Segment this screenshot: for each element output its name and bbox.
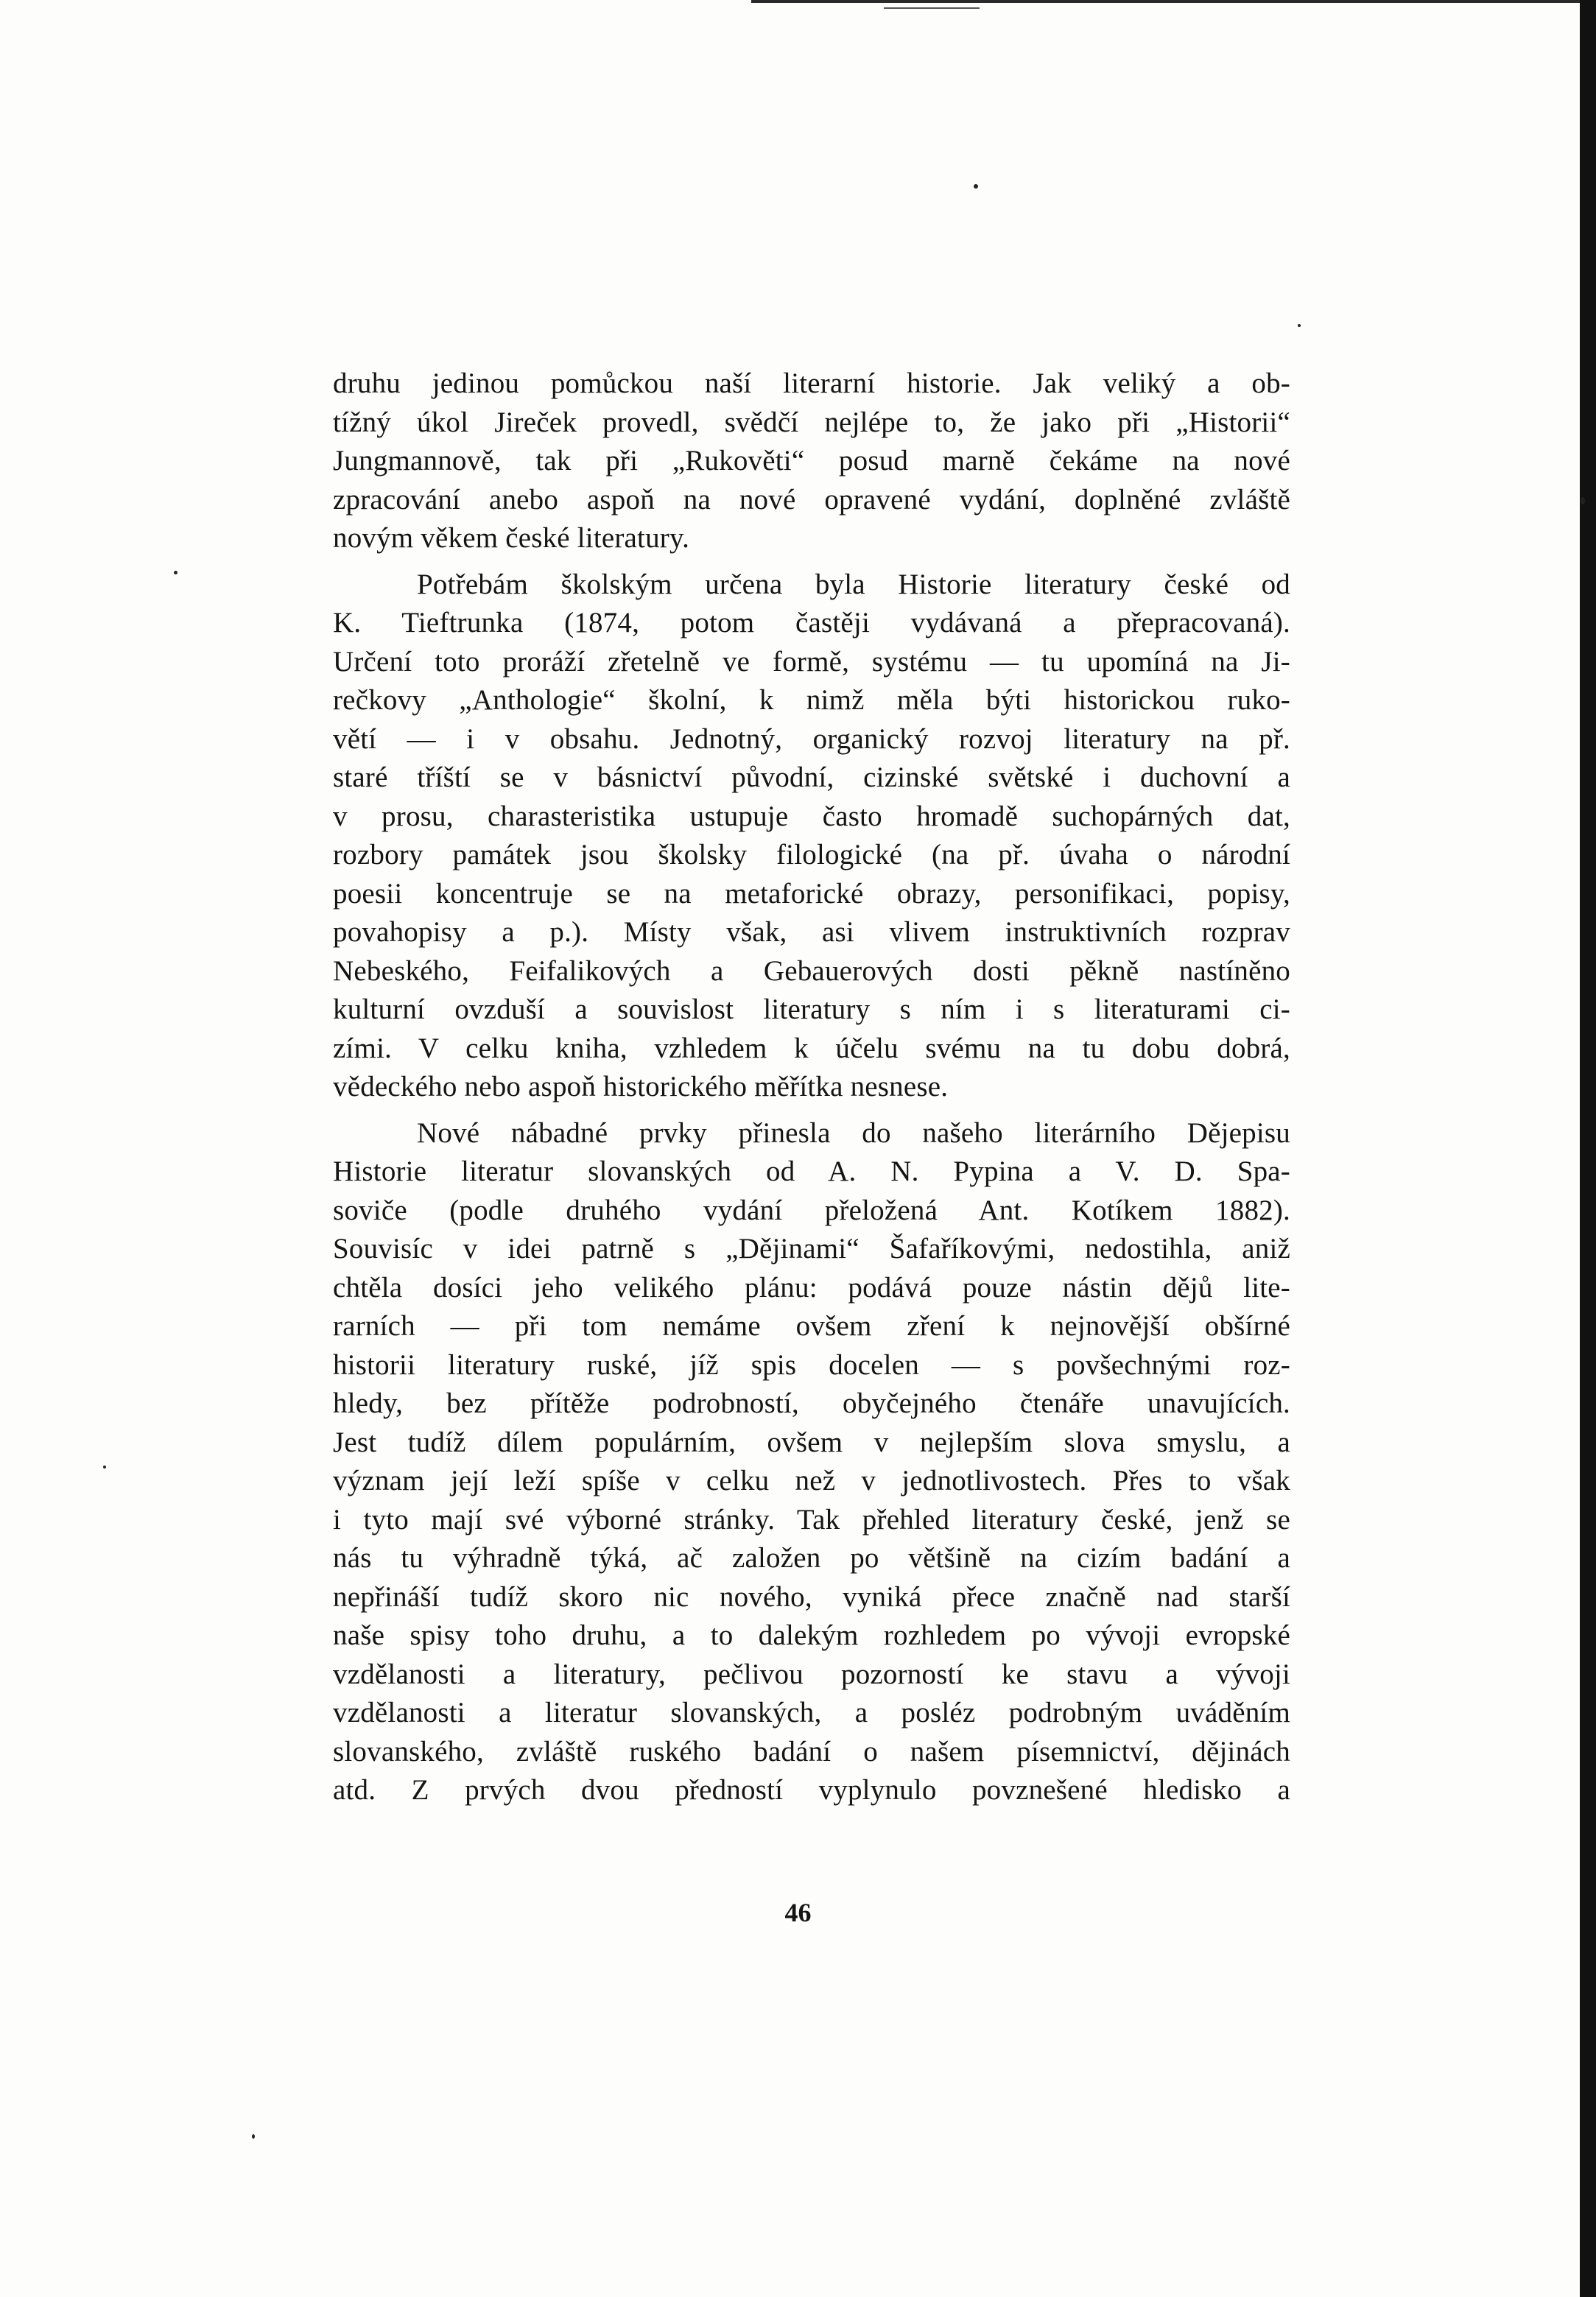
text-line: vzdělanosti a literatury, pečlivou pozorností ke stavu a vývoji [333,1658,1290,1690]
text-line: poesii koncentruje se na metaforické obrazy, personifikaci, popisy, [333,877,1290,910]
text-line: kulturní ovzduší a souvislost literatury s ním i s literaturami ci- [333,993,1290,1025]
text-line: v prosu, charasteristika ustupuje často hromadě suchopárných dat, [333,800,1290,832]
text-line: Souvisíc v idei patrně s „Dějinami“ Šafaříkovými, nedostihla, aniž [333,1233,1290,1264]
text-line: zími. V celku kniha, vzhledem k účelu svému na tu dobu dobrá, [333,1032,1290,1064]
text-line: Historie literatur slovanských od A. N. Pypina a V. D. Spa- [333,1155,1290,1187]
paragraph-gap [333,1107,1290,1114]
text-line: slovanského, zvláště ruského badání o našem písemnictví, dějinách [333,1735,1290,1767]
scan-edge-top-thin [884,7,980,9]
scan-edge-nick [1583,81,1593,97]
text-line: druhu jedinou pomůckou naší literarní historie. Jak veliký a ob- [333,367,1290,399]
scan-speck [252,2134,255,2139]
text-line: Potřebám školským určena byla Historie literatury české od [417,568,1290,600]
text-line: staré tříští se v básnictví původní, cizinské světské i duchovní a [333,761,1290,793]
text-line: rarních — při tom nemáme ovšem zření k nejnovější obšírné [333,1310,1290,1342]
scan-speck [174,571,177,574]
scan-edge-top [751,0,1596,3]
text-line: větí — i v obsahu. Jednotný, organický rozvoj literatury na př. [333,722,1290,755]
text-line: zpracování anebo aspoň na nové opravené vydání, doplněné zvláště [333,483,1290,516]
scan-speck [103,1466,106,1468]
text-line: Jest tudíž dílem populárním, ovšem v nejlepším slova smyslu, a [333,1426,1290,1458]
text-line: Nové nábadné prvky přinesla do našeho literárního Dějepisu [417,1116,1290,1149]
text-line: chtěla dosíci jeho velikého plánu: podává pouze nástin dějů lite- [333,1271,1290,1304]
text-line: nás tu výhradně týká, ač založen po většině na cizím badání a [333,1542,1290,1574]
text-line: atd. Z prvých dvou předností vyplynulo povznešené hledisko a [333,1774,1290,1806]
paragraph-gap [333,558,1290,566]
page-number: 46 [784,1898,812,1927]
text-line: význam její leží spíše v celku než v jednotlivostech. Přes to však [333,1465,1290,1496]
text-line: novým věkem české literatury. [333,522,690,554]
text-line: hledy, bez přítěže podrobností, obyčejného čtenáře unavujících. [333,1387,1290,1419]
text-line: i tyto mají své výborné stránky. Tak přehled literatury české, jenž se [333,1503,1290,1536]
text-line: historii literatury ruské, jíž spis docelen — s povšechnými roz- [333,1348,1290,1381]
text-line: vědeckého nebo aspoň historického měřítka nesnese. [333,1071,949,1102]
scan-speck [1298,324,1301,327]
text-line: K. Tieftrunka (1874, potom častěji vydávaná a přepracovaná). [333,607,1290,639]
text-line: povahopisy a p.). Místy však, asi vlivem instruktivních rozprav [333,916,1290,948]
scan-edge-right [1580,0,1596,2297]
text-line: Určení toto proráží zřetelně ve formě, systému — tu upomíná na Ji- [333,645,1290,678]
text-line: nepřináší tudíž skoro nic nového, vyniká přece značně nad starší [333,1580,1290,1613]
text-line: naše spisy toho druhu, a to dalekým rozhledem po vývoji evropské [333,1619,1290,1651]
text-line: rozbory památek jsou školsky filologické (na př. úvaha o národní [333,839,1290,870]
text-line: tížný úkol Jireček provedl, svědčí nejlépe to, že jako při „Historii“ [333,406,1290,438]
text-line: Jungmannově, tak při „Rukověti“ posud marně čekáme na nové [333,445,1290,476]
scan-speck [974,184,978,189]
text-line: Nebeského, Feifalikových a Gebauerových dosti pěkně nastíněno [333,954,1290,987]
text-line: vzdělanosti a literatur slovanských, a posléz podrobným uváděním [333,1697,1290,1728]
body-text [333,365,1290,1810]
text-line: rečkovy „Anthologie“ školní, k nimž měla býti historickou ruko- [333,684,1290,716]
text-line: soviče (podle druhého vydání přeložená Ant. Kotíkem 1882). [333,1194,1290,1226]
scan-speck [1581,497,1585,504]
